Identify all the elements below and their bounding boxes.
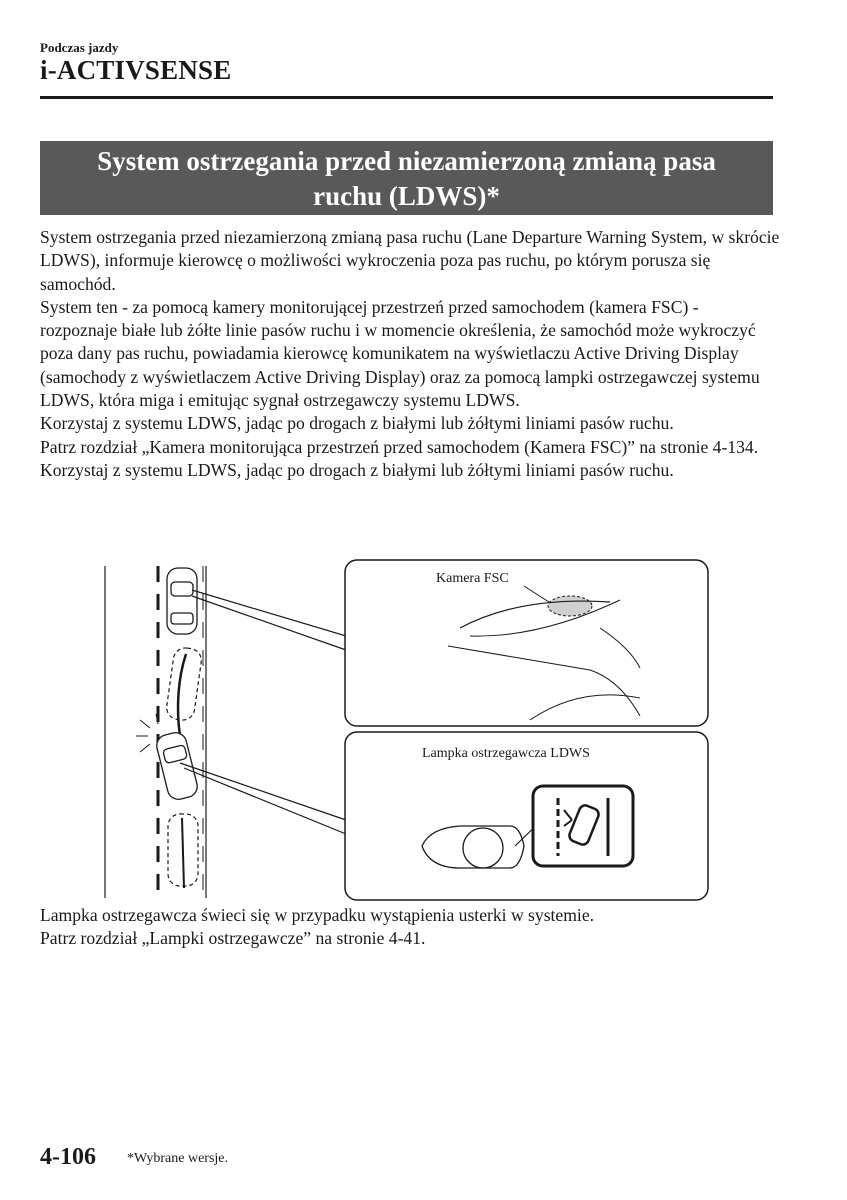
paragraph-reference-fsc: Patrz rozdział „Kamera monitorująca przestrzeń przed samochodem (Kamera FSC)” na stronie 4-134.	[40, 436, 759, 457]
lamp-panel	[345, 732, 708, 900]
lamp-label: Lampka ostrzegawcza LDWS	[422, 746, 590, 761]
warning-flash-icon	[136, 714, 158, 752]
chapter-title-line-1: System ostrzegania przed niezamierzoną zmianą pasa	[97, 146, 716, 176]
chapter-title-line-2: ruchu (LDWS)*	[313, 181, 500, 211]
lane-path-bottom	[182, 818, 184, 888]
footnote: *Wybrane wersje.	[127, 1151, 229, 1166]
paragraph-lamp-malfunction: Lampka ostrzegawcza świeci się w przypadku wystąpienia usterki w systemie.	[40, 905, 595, 925]
camera-panel	[345, 560, 708, 726]
paragraph-description: System ten - za pomocą kamery monitorującej przestrzeń przed samochodem (kamera FSC) - rozpoznaje białe lub żółte linie pasów ruchu i w momencie określenia, że samochód może wykroczyć poza dany pas ruchu, powiadamia kierowcę komunikatem na wyświetlaczu Active Driving Display (samochody z wyświetlaczem Active Driving Display) oraz za pomocą lampki ostrzegawczej systemu LDWS, która miga i emitując sygnał ostrzegawczy systemu LDWS.	[40, 296, 760, 411]
page-number: 4-106	[40, 1144, 96, 1170]
after-figure-text	[40, 904, 780, 951]
callout-lines	[180, 590, 346, 834]
body-text	[40, 226, 780, 482]
ldws-illustration	[100, 558, 720, 903]
car-in-lane	[167, 568, 197, 634]
paragraph-reference-lamps: Patrz rozdział „Lampki ostrzegawcze” na stronie 4-41.	[40, 928, 426, 949]
header-rule	[40, 96, 773, 99]
chapter-title-box	[40, 141, 773, 215]
camera-icon	[548, 596, 592, 616]
paragraph-usage-repeat: Korzystaj z systemu LDWS, jadąc po drogach z białymi lub żółtymi liniami pasów ruchu.	[40, 459, 674, 480]
section-label: Podczas jazdy	[40, 40, 119, 55]
car-drifting	[154, 730, 199, 801]
paragraph-usage: Korzystaj z systemu LDWS, jadąc po drogach z białymi lub żółtymi liniami pasów ruchu.	[40, 413, 674, 434]
ldws-illustration-svg	[100, 558, 720, 903]
camera-label: Kamera FSC	[436, 571, 509, 586]
paragraph-intro: System ostrzegania przed niezamierzoną zmianą pasa ruchu (Lane Departure Warning System, w skrócie LDWS), informuje kierowcę o możliwości wykroczenia poza pas ruchu, po którym porusza się samochód.	[40, 227, 780, 294]
section-title: i-ACTIVSENSE	[40, 55, 232, 85]
drift-path	[178, 654, 186, 736]
